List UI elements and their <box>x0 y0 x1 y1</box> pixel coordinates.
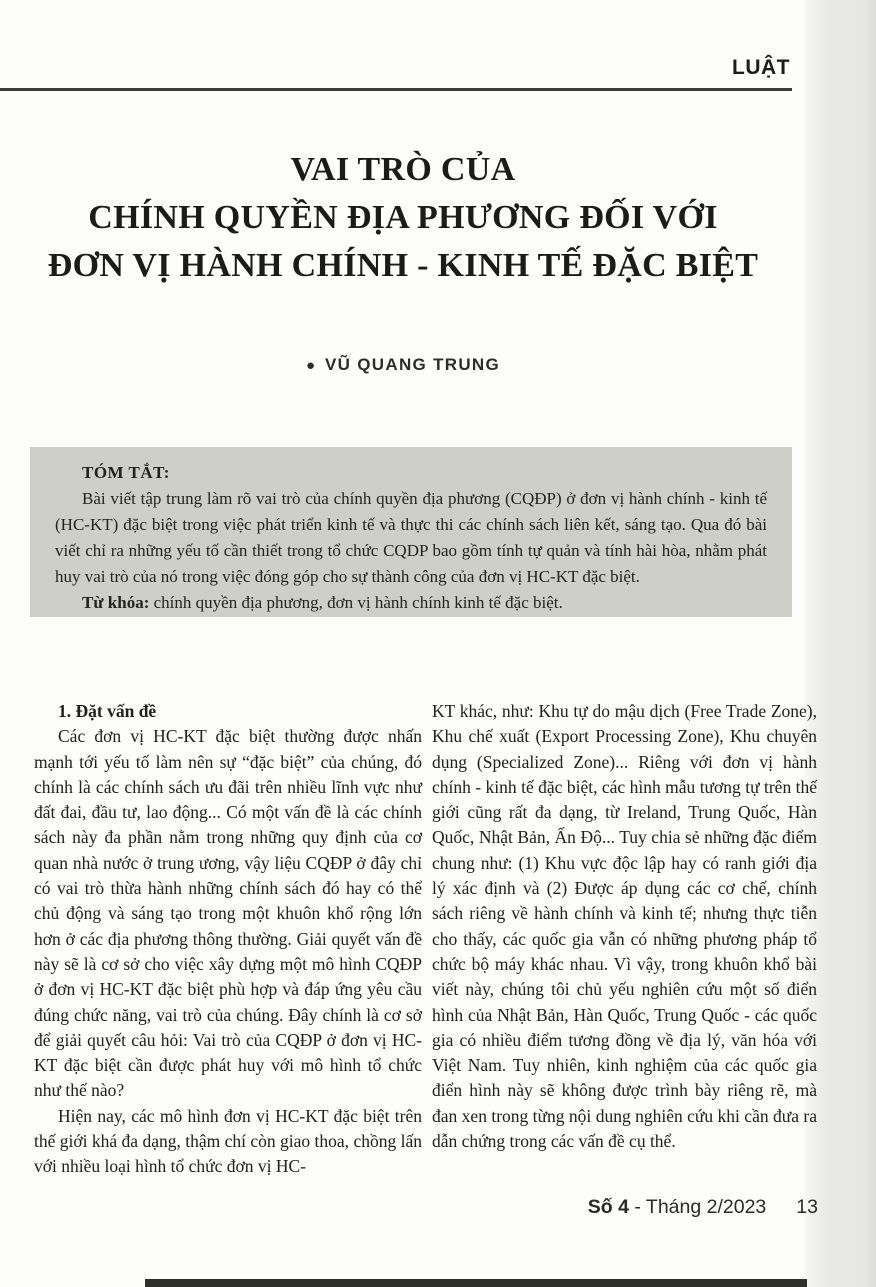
body-column-right <box>432 699 817 1154</box>
footer-issue-label: Số 4 <box>587 1196 629 1218</box>
body-column-left <box>34 699 422 1180</box>
author-bullet-icon: ● <box>305 357 316 374</box>
footer-rule-bar <box>145 1279 807 1287</box>
section-1-heading: 1. Đặt vấn đề <box>58 701 157 721</box>
footer-issue-date: - Tháng 2/2023 <box>628 1196 767 1218</box>
article-title <box>0 146 806 290</box>
author-line <box>0 355 806 375</box>
article-title-line-3: ĐƠN VỊ HÀNH CHÍNH - KINH TẾ ĐẶC BIỆT <box>47 247 759 284</box>
footer-page-number: 13 <box>796 1196 818 1218</box>
author-name: VŨ QUANG TRUNG <box>325 355 501 374</box>
abstract-heading: TÓM TẮT: <box>82 463 170 482</box>
abstract-keywords: chính quyền địa phương, đơn vị hành chính kinh tế đặc biệt. <box>149 593 563 612</box>
footer <box>0 1196 818 1219</box>
abstract-body: Bài viết tập trung làm rõ vai trò của chính quyền địa phương (CQĐP) ở đơn vị hành chính - kinh tế (HC-KT) đặc biệt trong việc phát triển kinh tế và thực thi các chính sách liên kết, sáng tạo. Qua đó bài viết chỉ ra những yếu tố cần thiết trong tổ chức CQDP bao gồm tính tự quản và tính hài hòa, nhằm phát huy vai trò của nó trong việc đóng góp cho sự thành công của đơn vị HC-KT đặc biệt. <box>55 489 767 586</box>
article-title-line-1: VAI TRÒ CỦA <box>290 151 516 188</box>
journal-section-label: LUẬT <box>732 56 790 79</box>
article-title-line-2: CHÍNH QUYỀN ĐỊA PHƯƠNG ĐỐI VỚI <box>88 199 718 236</box>
right-paragraph: KT khác, như: Khu tự do mậu dịch (Free Trade Zone), Khu chế xuất (Export Processing Zone), Khu chuyên dụng (Specialized Zone)... Riêng với đơn vị hành chính - kinh tế đặc biệt, các hình mẫu tương tự trên thế giới cũng rất đa dạng, từ Ireland, Trung Quốc, Hàn Quốc, Nhật Bản, Ấn Độ... Tuy chia sẻ những đặc điểm chung như: (1) Khu vực độc lập hay có ranh giới địa lý xác định và (2) Được áp dụng các cơ chế, chính sách riêng về hành chính và kinh tế; nhưng thực tiễn cho thấy, các quốc gia vẫn có những phương pháp tổ chức bộ máy khác nhau. Vì vậy, trong khuôn khổ bài viết này, chúng tôi chủ yếu nghiên cứu một số điển hình của Nhật Bản, Hàn Quốc, Trung Quốc - các quốc gia có nhiều điểm tương đồng về địa lý, văn hóa với Việt Nam. Tuy nhiên, kinh nghiệm của các quốc gia điển hình này sẽ không được trình bày riêng rẽ, mà đan xen trong từng nội dung nghiên cứu khi cần đưa ra dẫn chứng trong các vấn đề cụ thể. <box>432 701 817 1152</box>
left-paragraph-1: Các đơn vị HC-KT đặc biệt thường được nhấn mạnh tới yếu tố làm nên sự “đặc biệt” của chúng, đó chính là các chính sách ưu đãi trên nhiều lĩnh vực như đất đai, đầu tư, lao động... Có một vấn đề là các chính sách này đa phần nằm trong những quy định của cơ quan nhà nước ở trung ương, vậy liệu CQĐP ở đây chỉ có vai trò thừa hành những chính sách đó hay có thể chủ động và sáng tạo trong một khuôn khổ rộng lớn hơn ở các địa phương thông thường. Giải quyết vấn đề này sẽ là cơ sở cho việc xây dựng một mô hình CQĐP ở đơn vị HC-KT đặc biệt phù hợp và đáp ứng yêu cầu đúng chức năng, vai trò của chúng. Đây chính là cơ sở để giải quyết câu hỏi: Vai trò của CQĐP ở đơn vị HC-KT đặc biệt cần được phát huy với mô hình tổ chức như thế nào? <box>34 726 422 1101</box>
abstract-box <box>30 447 792 617</box>
header-rule <box>0 88 792 91</box>
left-paragraph-2: Hiện nay, các mô hình đơn vị HC-KT đặc biệt trên thế giới khá đa dạng, thậm chí còn giao thoa, chồng lấn với nhiều loại hình tổ chức đơn vị HC- <box>34 1105 422 1177</box>
abstract-keywords-label: Từ khóa: <box>82 593 150 612</box>
abstract-keywords-line <box>55 590 767 616</box>
